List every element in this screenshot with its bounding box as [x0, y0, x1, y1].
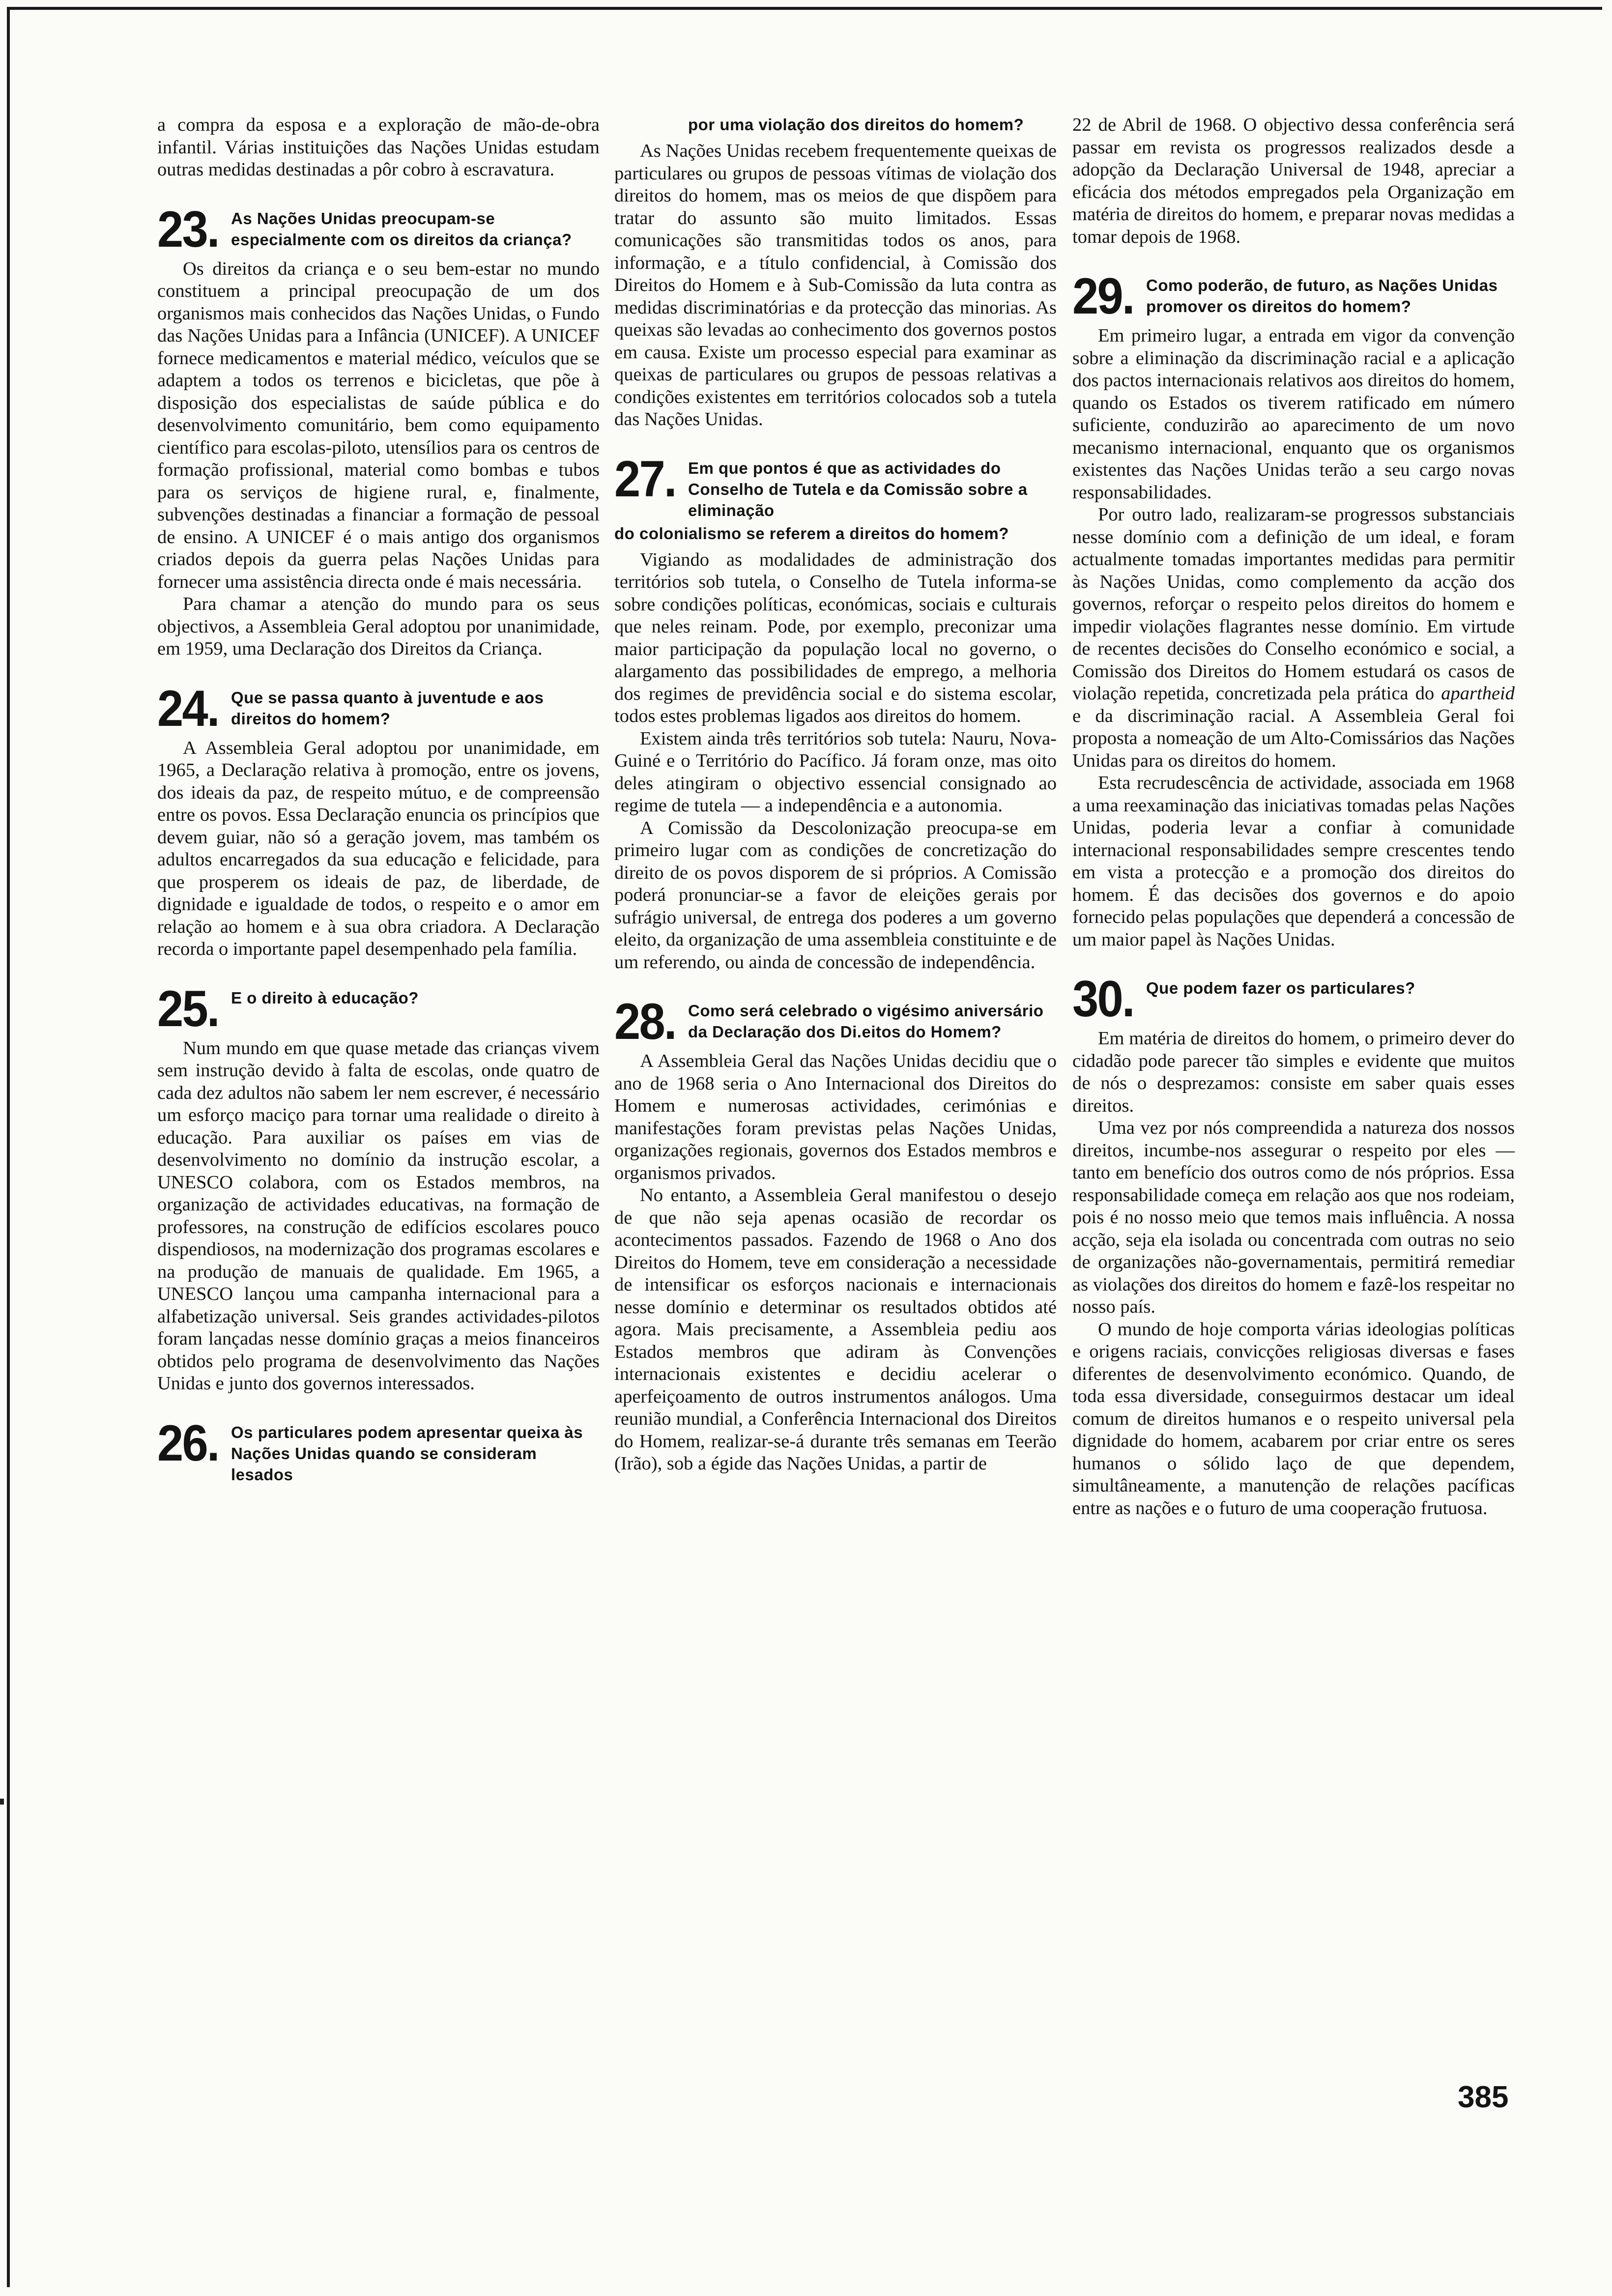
question-title-continued: do colonialismo se referem a direitos do homem?	[614, 524, 1009, 543]
paragraph: Para chamar a atenção do mundo para os seus objectivos, a Assembleia Geral adoptou por unanimidade, em 1959, uma Declaração dos Direitos da Criança.	[157, 594, 600, 659]
question-26-heading	[157, 1414, 600, 1485]
question-27-heading	[614, 450, 1057, 521]
question-24-heading	[157, 680, 600, 737]
question-title: Como poderão, de futuro, as Nações Unidas promover os direitos do homem?	[1146, 276, 1498, 316]
question-title: E o direito à educação?	[231, 988, 419, 1007]
paragraph: A Comissão da Descolonização preocupa-se em primeiro lugar com as condições de concretização do direito de os povos disporem de si próprios. A Comissão poderá pronunciar-se a favor de eleições gerais por sufrágio universal, de entrega dos poderes a um governo eleito, da organização de uma assembleia constituinte e de um referendo, ou ainda de concessão de independência.	[614, 817, 1057, 973]
paragraph: Em primeiro lugar, a entrada em vigor da convenção sobre a eliminação da discriminação racial e a aplicação dos pactos internacionais relativos aos direitos do homem, quando os Estados os tiverem ratificado em número suficiente, conduzirão ao aparecimento de um novo mecanismo internacional, enquanto que os organismos existentes das Nações Unidas terão a seu cargo novas responsabilidades.	[1072, 325, 1515, 503]
paragraph: O mundo de hoje comporta várias ideologias políticas e origens raciais, convicções religiosas diversas e fases diferentes de desenvolvimento económico. Quando, de toda essa diversidade, conseguirmos destacar um ideal comum de direitos humanos e o respeito universal pela dignidade do homem, acabarem por criar entre os seres humanos o sólido laço de que dependem, simultâneamente, a manutenção de relações pacíficas entre as nações e o futuro de uma cooperação frutuosa.	[1072, 1319, 1515, 1519]
paragraph: Existem ainda três territórios sob tutela: Nauru, Nova-Guiné e o Território do Pacífico. Já foram onze, mas oito deles atingiram o objectivo essencial consignado ao regime de tutela — a independência e a autonomia.	[614, 728, 1057, 816]
question-title: As Nações Unidas preocupam-se especialmente com os direitos da criança?	[231, 209, 572, 249]
question-23-heading	[157, 201, 600, 258]
question-number: 24.	[157, 680, 219, 737]
question-number: 26.	[157, 1414, 219, 1472]
question-25-heading	[157, 980, 600, 1037]
question-30-heading	[1072, 971, 1515, 1028]
question-number: 28.	[614, 993, 676, 1050]
paragraph: A Assembleia Geral das Nações Unidas decidiu que o ano de 1968 seria o Ano Internacional dos Direitos do Homem e numerosas actividades, cerimónias e manifestações foram previstas pelas Nações Unidas, organizações regionais, governos dos Estados membros e organismos privados.	[614, 1051, 1057, 1183]
paragraph: Uma vez por nós compreendida a natureza dos nossos direitos, incumbe-nos assegurar o respeito por eles — tanto em benefício dos outros como de nós próprios. Essa responsabilidade começa em relação aos que nos rodeiam, pois é no nosso meio que temos mais influência. A nossa acção, seja ela isolada ou concentrada com outras no seio de organizações não-governamentais, permitirá remediar as violações dos direitos do homem e fazê-los respeitar no nosso país.	[1072, 1118, 1515, 1317]
paragraph: Os direitos da criança e o seu bem-estar no mundo constituem a principal preocupação de um dos organismos mais conhecidos das Nações Unidas, o Fundo das Nações Unidas para a Infância (UNICEF). A UNICEF fornece medicamentos e material médico, veículos que se adaptem a todos os terrenos e bicicletas, que põe à disposição dos especialistas de saúde pública e do desenvolvimento comunitário, bem como equipamento científico para escolas-piloto, utensílios para os centros de formação profissional, material como bombas e tubos para os serviços de higiene rural, e, finalmente, subvenções destinadas a financiar a formação de pessoal de ensino. A UNICEF é o mais antigo dos organismos criados depois da guerra pelas Nações Unidas para fornecer uma assistência directa onde é mais necessária.	[157, 258, 600, 592]
question-number: 30.	[1072, 971, 1134, 1028]
question-title: Os particulares podem apresentar queixa às Nações Unidas quando se consideram lesados	[231, 1423, 583, 1484]
page-border-top	[10, 7, 1602, 10]
question-26-heading-continued	[614, 114, 1057, 135]
question-number: 23.	[157, 201, 219, 258]
question-title: Como será celebrado o vigésimo aniversário da Declaração dos Di.eitos do Homem?	[688, 1002, 1044, 1041]
question-title: por uma violação dos direitos do homem?	[688, 115, 1024, 134]
paragraph: No entanto, a Assembleia Geral manifestou o desejo de que não seja apenas ocasião de recordar os acontecimentos passados. Fazendo de 1968 o Ano dos Direitos do Homem, teve em consideração a necessidade de intensificar os esforços nacionais e internacionais nesse domínio e determinar os resultados obtidos até agora. Mais precisamente, a Assembleia pediu aos Estados membros que adiram às Convenções internacionais existentes e decidiu acelerar o aperfeiçoamento de outros instrumentos análogos. Uma reunião mundial, a Conferência Internacional dos Direitos do Homem, realizar-se-á durante três semanas em Teerão (Irão), sob a égide das Nações Unidas, a partir de	[614, 1185, 1057, 1474]
page-border-left	[7, 7, 10, 2287]
question-number: 27.	[614, 450, 676, 508]
paragraph: Num mundo em que quase metade das crianças vivem sem instrução devido à falta de escolas, onde quatro de cada dez adultos não sabem ler nem escrever, é necessário um esforço maciço para tornar uma realidade o direito à educação. Para auxiliar os países em vias de desenvolvimento no domínio da instrução escolar, a UNESCO colabora, com os Estados membros, na organização de actividades educativas, na formação de professores, na construção de edifícios escolares pouco dispendiosos, na modernização dos programas escolares e na produção de manuais de qualidade. Em 1965, a UNESCO lançou uma campanha internacional para a alfabetização universal. Seis grandes actividades-pilotos foram lançadas nesse domínio graças a meios financeiros obtidos pelo programa de desenvolvimento das Nações Unidas e junto dos governos interessados.	[157, 1037, 600, 1394]
paragraph: A Assembleia Geral adoptou por unanimidade, em 1965, a Declaração relativa à promoção, entre os jovens, dos ideais da paz, de respeito mútuo, e de compreensão entre os povos. Essa Declaração enuncia os princípios que devem guiar, não só a geração jovem, mas também os adultos encarregados da sua educação e felicidade, para que prosperem os ideais de paz, de liberdade, de dignidade e igualdade de todos, o respeito e o amor em relação ao homem e à sua obra criadora. A Declaração recorda o importante papel desempenhado pela família.	[157, 737, 600, 959]
question-title: Que se passa quanto à juventude e aos direitos do homem?	[231, 688, 544, 728]
column-2	[614, 114, 1057, 1475]
question-29-heading	[1072, 268, 1515, 325]
paragraph: Esta recrudescência de actividade, associada em 1968 a uma reexaminação das iniciativas tomadas pelas Nações Unidas, poderia levar a confiar à comunidade internacional responsabilidades sempre crescentes tendo em vista a protecção e a promoção dos direitos do homem. É das decisões dos governos e do apoio fornecido pelas populações que dependerá a concessão de um maior papel às Nações Unidas.	[1072, 773, 1515, 950]
question-number: 29.	[1072, 268, 1134, 325]
page-number: 385	[1458, 2080, 1509, 2114]
paragraph: Vigiando as modalidades de administração dos territórios sob tutela, o Conselho de Tutela informa-se sobre condições políticas, económicas, sociais e culturais que neles reinam. Pode, por exemplo, preconizar uma maior participação da população local no governo, o alargamento das possibilidades de emprego, a melhoria dos regimes de previdência social e do sistema escolar, todos estes problemas ligados aos direitos do homem.	[614, 549, 1057, 726]
question-title: Que podem fazer os particulares?	[1146, 979, 1415, 997]
paragraph: 22 de Abril de 1968. O objectivo dessa conferência será passar em revista os progressos realizados desde a adopção da Declaração Universal de 1948, apreciar a eficácia dos métodos empregados pela Organização em matéria de direitos do homem, e preparar novas medidas a tomar depois de 1968.	[1072, 115, 1515, 247]
scan-speck	[0, 1799, 4, 1805]
paragraph: Em matéria de direitos do homem, o primeiro dever do cidadão pode parecer tão simples e evidente que muitos de nós o desprezamos: consiste em saber quais esses direitos.	[1072, 1028, 1515, 1116]
question-number: 25.	[157, 980, 219, 1037]
column-1	[157, 114, 600, 1490]
column-3	[1072, 114, 1515, 1520]
question-title: Em que pontos é que as actividades do Conselho de Tutela e da Comissão sobre a eliminação	[688, 459, 1028, 519]
paragraph: Por outro lado, realizaram-se progressos substanciais nesse domínio com a definição de um ideal, e foram actualmente tomadas importantes medidas para permitir às Nações Unidas, como complemento da acção dos governos, reforçar o respeito pelos direitos do homem e impedir violações flagrantes nesse domínio. Em virtude de recentes decisões do Conselho económico e social, a Comissão dos Direitos do Homem estudará os casos de violação repetida, concretizada pela prática do apartheid e da discriminação racial. A Assembleia Geral foi proposta a nomeação de um Alto-Comissários das Nações Unidas para os direitos do homem.	[1072, 504, 1515, 771]
question-28-heading	[614, 993, 1057, 1050]
emphasis-apartheid: apartheid	[1441, 683, 1515, 704]
intro-paragraph: a compra da esposa e a exploração de mão-de-obra infantil. Várias instituições das Nações Unidas estudam outras medidas destinadas a pôr cobro à escravatura.	[157, 115, 600, 180]
paragraph: As Nações Unidas recebem frequentemente queixas de particulares ou grupos de pessoas vítimas de violação dos direitos do homem, mas os meios de que dispõem para tratar do assunto são muito limitados. Essas comunicações são transmitidas todos os anos, para informação, e a título confidencial, à Comissão dos Direitos do Homem e à Sub-Comissão da luta contra as medidas discriminatórias e da protecção das minorias. As queixas são levadas ao conhecimento dos governos postos em causa. Existe um processo especial para examinar as queixas de particulares ou grupos de pessoas relativas a condições existentes em territórios colocados sob a tutela das Nações Unidas.	[614, 141, 1057, 430]
